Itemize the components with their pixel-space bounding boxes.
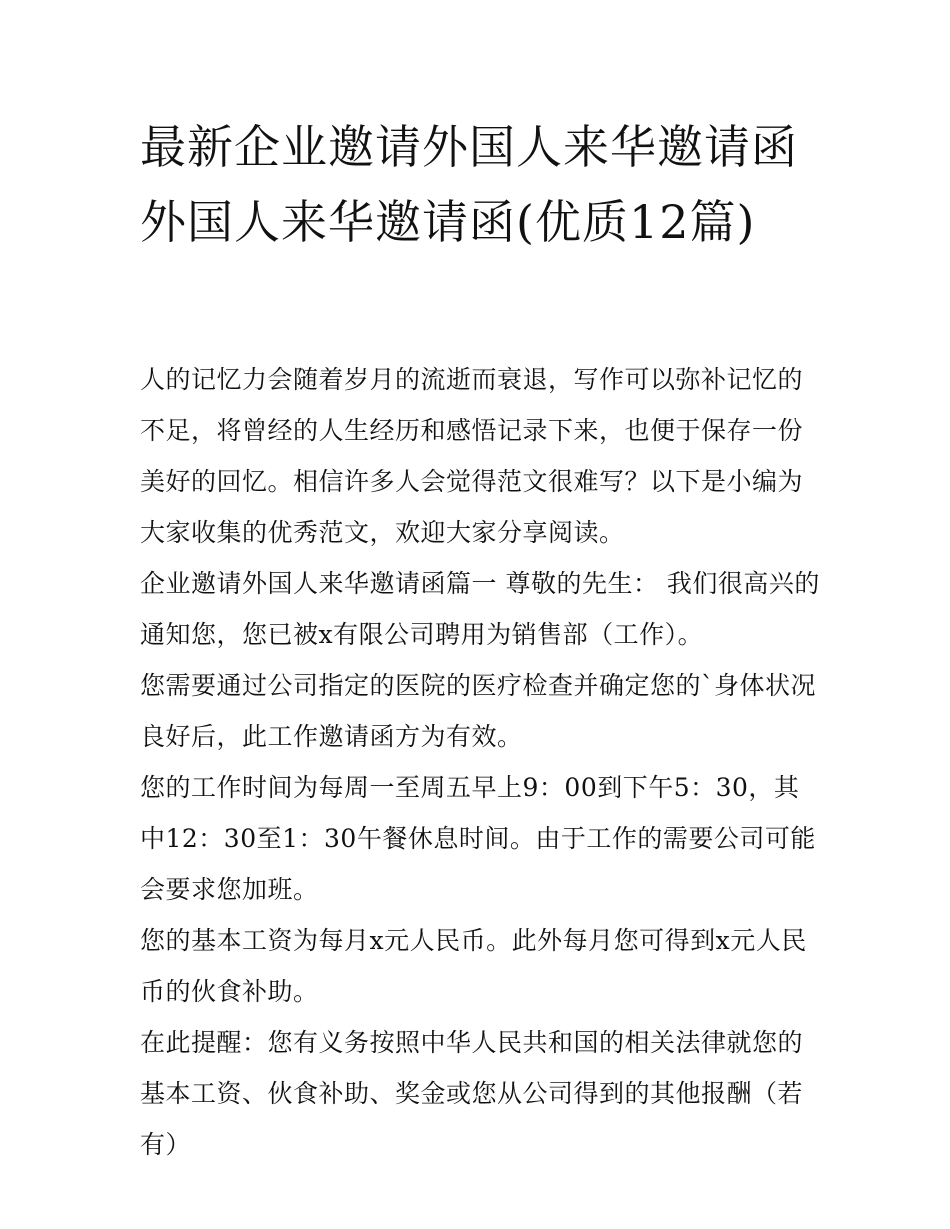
paragraph-intro: 人的记忆力会随着岁月的流逝而衰退，写作可以弥补记忆的不足，将曾经的人生经历和感悟记录下来，也便于保存一份美好的回忆。相信许多人会觉得范文很难写？以下是小编为大家收集的优秀范文，欢迎大家分享阅读。: [140, 365, 804, 547]
document-body: [140, 354, 820, 1170]
document-title: 最新企业邀请外国人来华邀请函 外国人来华邀请函(优质12篇): [140, 120, 798, 249]
paragraph-working-hours: 您的工作时间为每周一至周五早上9：00到下午5：30，其中12：30至1：30午餐休息时间。由于工作的需要公司可能会要求您加班。: [140, 773, 816, 904]
paragraph-medical-check: 您需要通过公司指定的医院的医疗检查并确定您的`身体状况良好后，此工作邀请函方为有效。: [140, 671, 817, 751]
paragraph-letter-opening: 企业邀请外国人来华邀请函篇一 尊敬的先生： 我们很高兴的通知您，您已被x有限公司聘用为销售部（工作）。: [140, 569, 820, 649]
paragraph-reminder: 在此提醒：您有义务按照中华人民共和国的相关法律就您的基本工资、伙食补助、奖金或您从公司得到的其他报酬（若有）: [140, 1028, 804, 1159]
paragraph-salary: 您的基本工资为每月x元人民币。此外每月您可得到x元人民币的伙食补助。: [140, 926, 807, 1006]
